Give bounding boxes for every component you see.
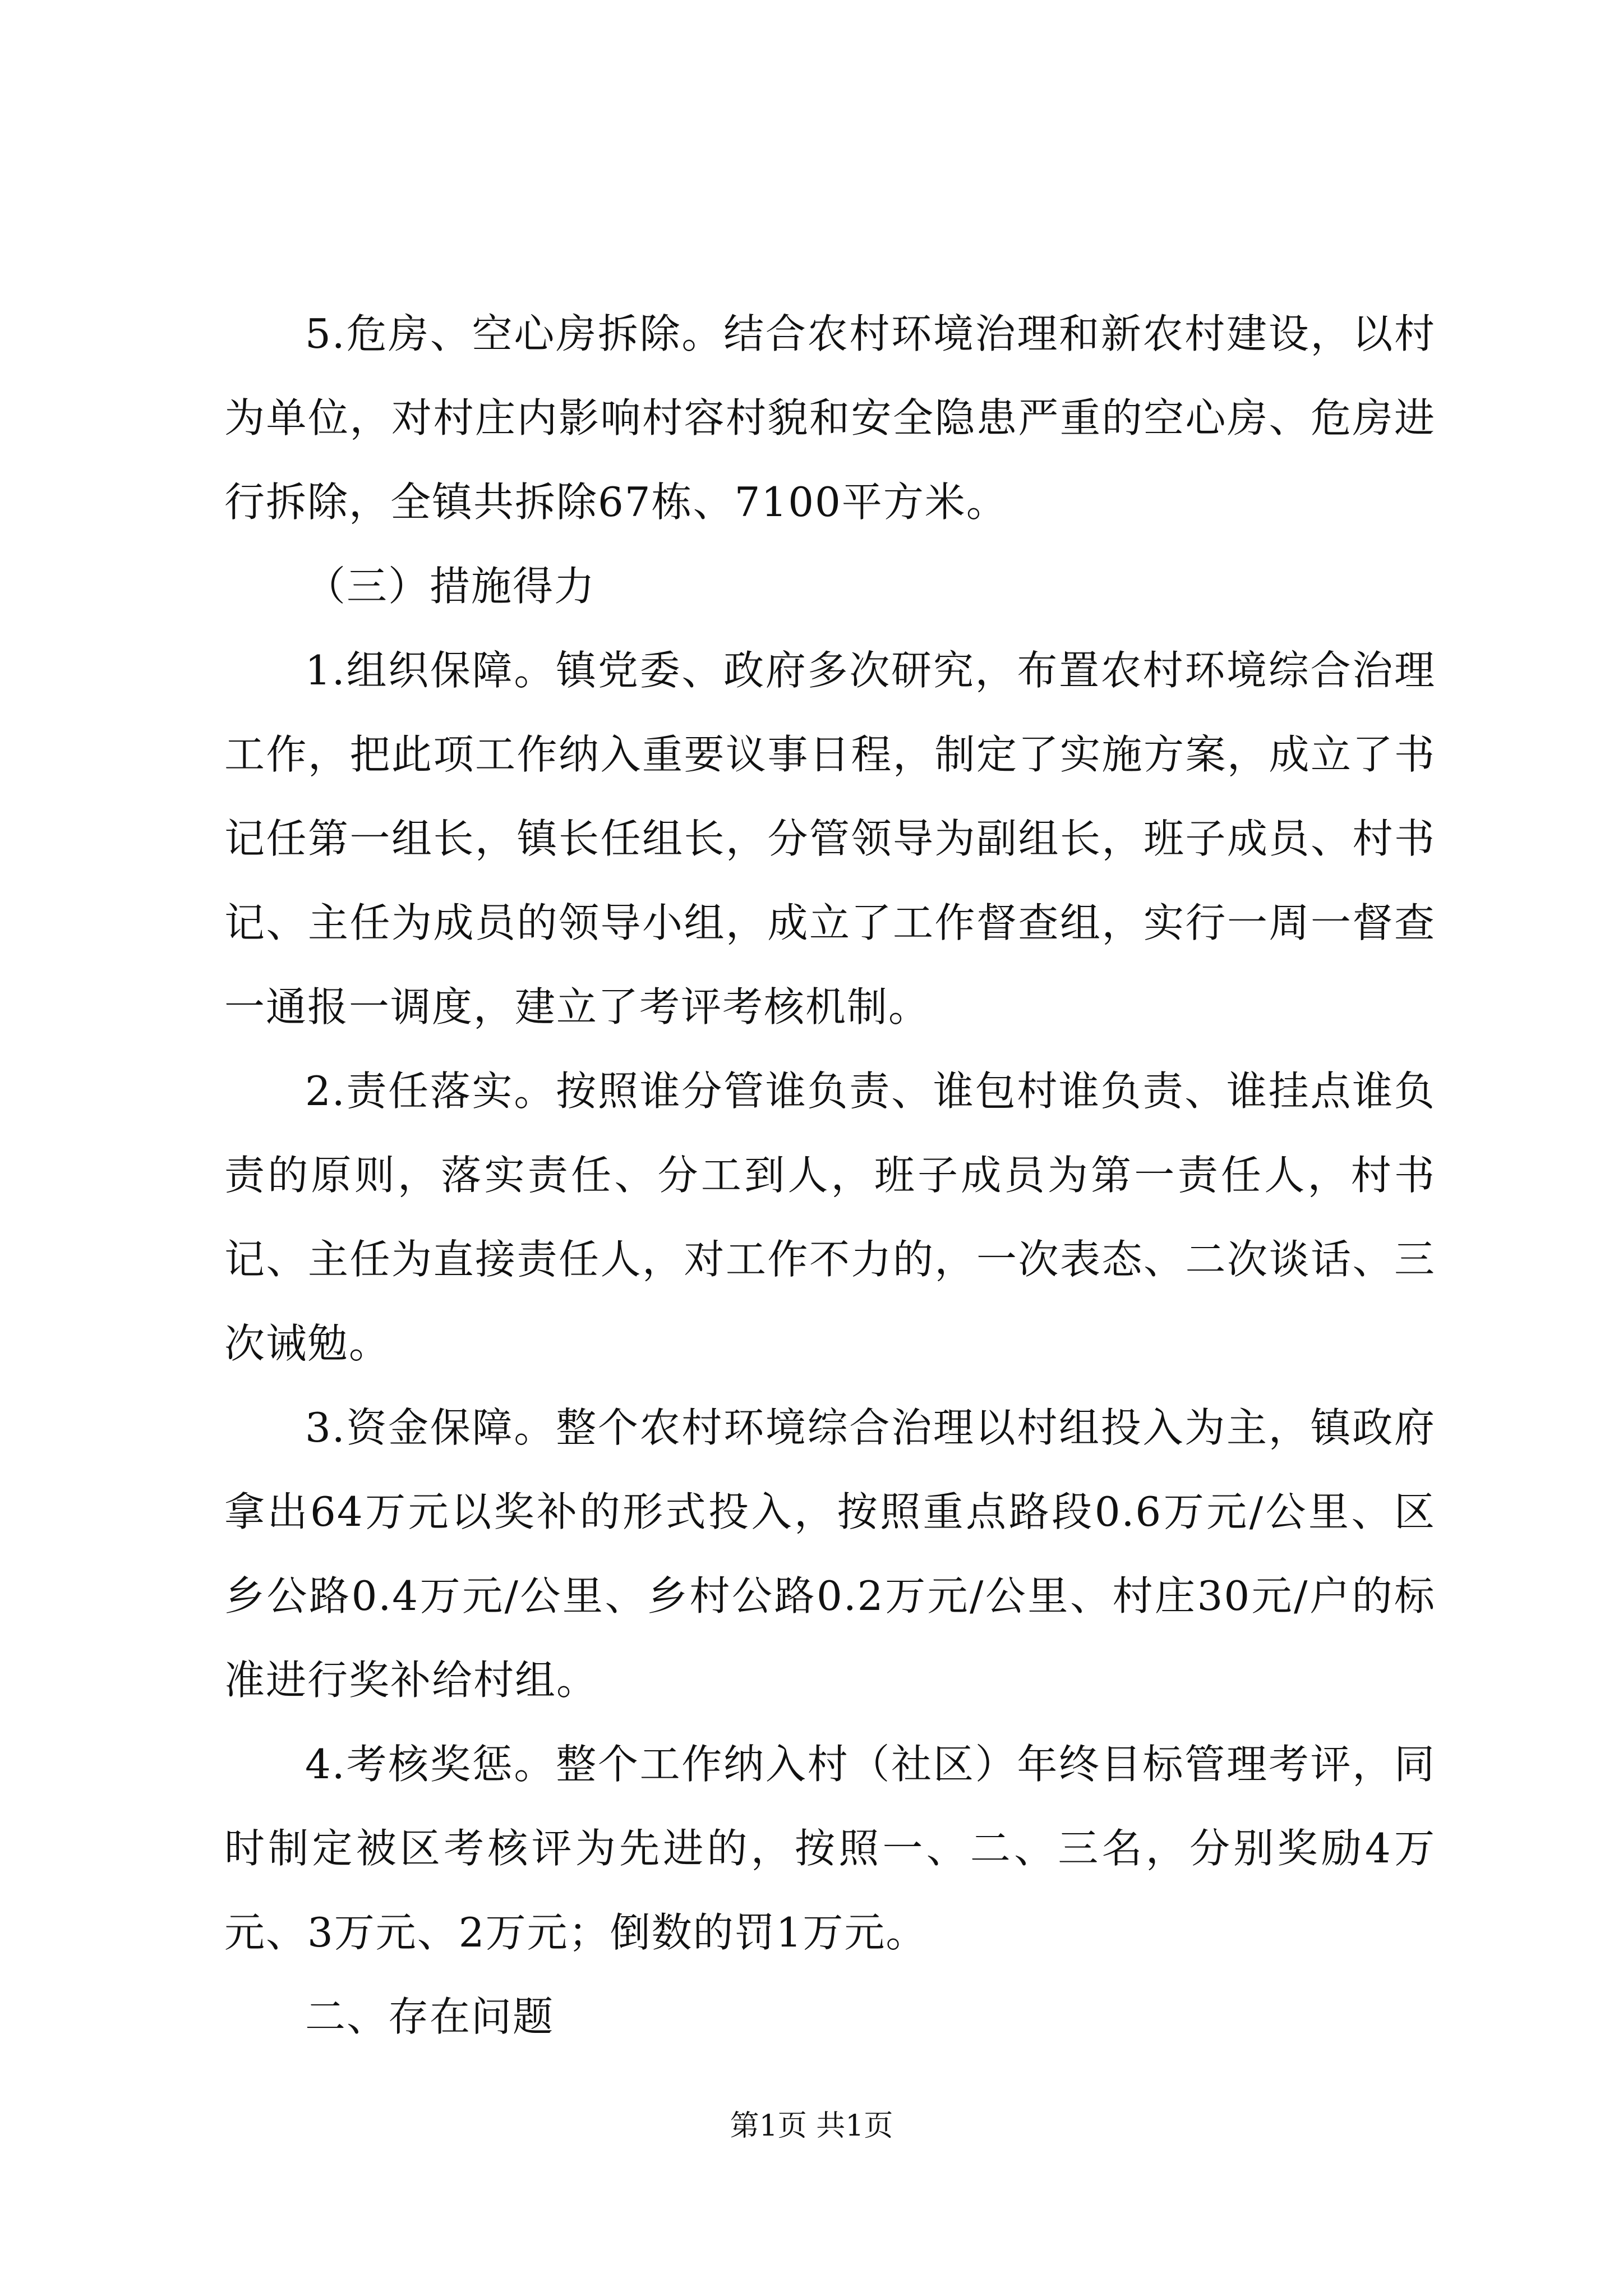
paragraph-funding: 3.资金保障。整个农村环境综合治理以村组投入为主，镇政府拿出64万元以奖补的形式投入，按照重点路段0.6万元/公里、区乡公路0.4万元/公里、乡村公路0.2万元/公里、村庄30元/户的标准进行奖补给村组。: [224, 1404, 1436, 1704]
paragraph-demolition: 5.危房、空心房拆除。结合农村环境治理和新农村建设，以村为单位，对村庄内影响村容村貌和安全隐患严重的空心房、危房进行拆除，全镇共拆除67栋、7100平方米。: [224, 310, 1436, 526]
paragraph-responsibility: 2.责任落实。按照谁分管谁负责、谁包村谁负责、谁挂点谁负责的原则，落实责任、分工到人，班子成员为第一责任人，村书记、主任为直接责任人，对工作不力的，一次表态、二次谈话、三次诫勉。: [224, 1068, 1436, 1367]
section-heading-measures: （三）措施得力: [305, 563, 596, 610]
paragraph-organization: 1.组织保障。镇党委、政府多次研究，布置农村环境综合治理工作，把此项工作纳入重要议事日程，制定了实施方案，成立了书记任第一组长，镇长任组长，分管领导为副组长，班子成员、村书记、主任为成员的领导小组，成立了工作督查组，实行一周一督查一通报一调度，建立了考评考核机制。: [224, 647, 1436, 1030]
page-footer: 第1页 共1页: [730, 2109, 893, 2143]
section-heading-problems: 二、存在问题: [305, 1993, 555, 2040]
paragraph-assessment: 4.考核奖惩。整个工作纳入村（社区）年终目标管理考评，同时制定被区考核评为先进的，按照一、二、三名，分别奖励4万元、3万元、2万元；倒数的罚1万元。: [224, 1741, 1436, 1956]
document-body: [224, 292, 1436, 2059]
